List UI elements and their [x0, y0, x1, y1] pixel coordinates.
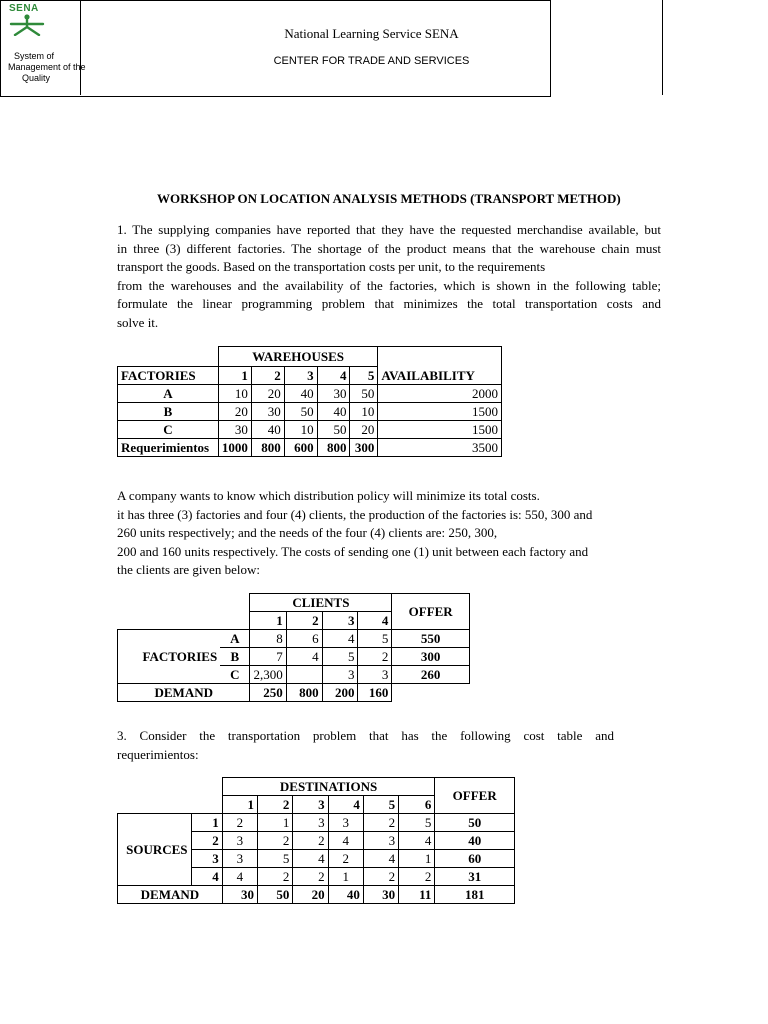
- system-line-1: System of: [14, 51, 55, 61]
- offer-cell: 40: [435, 832, 515, 850]
- center-name: CENTER FOR TRADE AND SERVICES: [273, 55, 470, 67]
- cell: 2: [363, 814, 398, 832]
- table-row: [118, 421, 502, 439]
- cell: 50: [350, 385, 378, 403]
- cell: 2: [358, 648, 392, 666]
- col-header: 1: [250, 612, 286, 630]
- cell: 2: [328, 850, 363, 868]
- availability-spacer: [378, 347, 502, 367]
- cell: 2: [363, 868, 398, 886]
- table-corner: [118, 612, 250, 630]
- row-label: A: [220, 630, 250, 648]
- cell: 3: [222, 832, 257, 850]
- cell: 4: [363, 850, 398, 868]
- document-header: [0, 0, 551, 97]
- factories-header: FACTORIES: [118, 367, 219, 385]
- row-label: A: [118, 385, 219, 403]
- demand-cell: 200: [322, 684, 358, 702]
- table-corner: [118, 796, 223, 814]
- cell: 7: [250, 648, 286, 666]
- cell: 1: [258, 814, 293, 832]
- demand-row: [118, 886, 515, 904]
- row-label: 2: [191, 832, 222, 850]
- demand-label: DEMAND: [118, 886, 223, 904]
- offer-cell: 550: [392, 630, 470, 648]
- row-label: B: [220, 648, 250, 666]
- cell: 4: [222, 868, 257, 886]
- text-line: transport the goods. Based on the transportation costs per unit, to the requirements: [117, 259, 546, 275]
- cell: [286, 666, 322, 684]
- row-label: C: [220, 666, 250, 684]
- row-label: B: [118, 403, 219, 421]
- col-header: 5: [350, 367, 378, 385]
- col-header: 3: [293, 796, 328, 814]
- sena-logo-text: SENA: [9, 3, 39, 14]
- offer-cell: 50: [435, 814, 515, 832]
- cell: 20: [350, 421, 378, 439]
- cell: 2: [222, 814, 257, 832]
- header-empty-cell: [662, 0, 768, 95]
- cell: 4: [328, 832, 363, 850]
- demand-label: DEMAND: [118, 684, 250, 702]
- logo-cell: [0, 0, 86, 95]
- requirement-cell: 600: [284, 439, 317, 457]
- row-label: 4: [191, 868, 222, 886]
- col-header: 2: [286, 612, 322, 630]
- problem-1-text: [117, 221, 661, 333]
- text-line: the clients are given below:: [117, 562, 260, 578]
- cell: 2: [293, 868, 328, 886]
- cell: 2: [293, 832, 328, 850]
- demand-cell: 30: [222, 886, 257, 904]
- offer-cell: 300: [392, 648, 470, 666]
- availability-cell: 1500: [378, 421, 502, 439]
- row-label: C: [118, 421, 219, 439]
- cell: 50: [317, 421, 350, 439]
- table-row: [118, 403, 502, 421]
- demand-cell: 30: [363, 886, 398, 904]
- table-row: [118, 385, 502, 403]
- demand-cell: 40: [328, 886, 363, 904]
- row-label: 1: [191, 814, 222, 832]
- table-corner: [118, 778, 223, 796]
- demand-row: [118, 684, 470, 702]
- cell: 3: [222, 850, 257, 868]
- cell: 3: [293, 814, 328, 832]
- cell: 30: [251, 403, 284, 421]
- text-line: requerimientos:: [117, 746, 199, 762]
- text-line: solve it.: [117, 314, 159, 330]
- sources-group-label: SOURCES: [118, 814, 192, 886]
- text-line: 3. Consider the transportation problem that has the following cost table and: [117, 728, 614, 743]
- text-line: in three (3) different factories. The shortage of the product means that the warehouse chain must: [117, 240, 661, 256]
- demand-total: 181: [435, 886, 515, 904]
- cell: 4: [286, 648, 322, 666]
- text-line: 1. The supplying companies have reported that they have the requested merchandise available, but: [117, 222, 661, 237]
- cell: 50: [284, 403, 317, 421]
- cell: 6: [286, 630, 322, 648]
- demand-cell: 800: [286, 684, 322, 702]
- table-corner: [118, 347, 219, 367]
- demand-cell: 20: [293, 886, 328, 904]
- cell: 20: [218, 403, 251, 421]
- system-line-3: Quality: [22, 73, 51, 83]
- requirement-cell: 800: [251, 439, 284, 457]
- requirements-row: [118, 439, 502, 457]
- cell: 10: [350, 403, 378, 421]
- cell: 1: [328, 868, 363, 886]
- requirements-label: Requerimientos: [118, 439, 219, 457]
- demand-cell: 250: [250, 684, 286, 702]
- cell: 30: [218, 421, 251, 439]
- table-row: [118, 814, 515, 832]
- cell: 4: [322, 630, 358, 648]
- cell: 2: [258, 832, 293, 850]
- problem-2-text: [117, 487, 637, 580]
- col-header: 4: [358, 612, 392, 630]
- sena-logo-icon: [9, 14, 45, 36]
- requirement-cell: 1000: [218, 439, 251, 457]
- demand-cell: 160: [358, 684, 392, 702]
- problem-3-table: [117, 777, 515, 904]
- cell: 1: [399, 850, 435, 868]
- problem-3-text: [117, 727, 614, 764]
- row-label: 3: [191, 850, 222, 868]
- col-header: 6: [399, 796, 435, 814]
- cell: 3: [322, 666, 358, 684]
- warehouses-header: WAREHOUSES: [218, 347, 378, 367]
- offer-cell: 60: [435, 850, 515, 868]
- offer-header: OFFER: [435, 778, 515, 814]
- offer-cell: 31: [435, 868, 515, 886]
- cell: 10: [284, 421, 317, 439]
- col-header: 4: [317, 367, 350, 385]
- table-row: [118, 630, 470, 648]
- text-line: 200 and 160 units respectively. The costs of sending one (1) unit between each factory and: [117, 543, 589, 559]
- cell: 5: [358, 630, 392, 648]
- demand-cell: 50: [258, 886, 293, 904]
- cell: 40: [251, 421, 284, 439]
- cell: 3: [358, 666, 392, 684]
- org-name: National Learning Service SENA: [284, 26, 459, 41]
- text-line: 260 units respectively; and the needs of the four (4) clients are: 250, 300,: [117, 525, 498, 541]
- col-header: 1: [222, 796, 257, 814]
- cell: 2,300: [250, 666, 286, 684]
- destinations-header: DESTINATIONS: [222, 778, 435, 796]
- clients-header: CLIENTS: [250, 594, 392, 612]
- cell: 4: [293, 850, 328, 868]
- cell: 2: [258, 868, 293, 886]
- text-line: formulate the linear programming problem that minimizes the total transportation costs and: [117, 296, 661, 312]
- text-line: it has three (3) factories and four (4) clients, the production of the factories is: 550, 300 and: [117, 506, 593, 522]
- cell: 2: [399, 868, 435, 886]
- cell: 5: [399, 814, 435, 832]
- system-line-2: Management of the: [8, 62, 86, 72]
- col-header: 3: [322, 612, 358, 630]
- col-header: 1: [218, 367, 251, 385]
- cell: 8: [250, 630, 286, 648]
- col-header: 5: [363, 796, 398, 814]
- cell: 3: [363, 832, 398, 850]
- requirement-cell: 300: [350, 439, 378, 457]
- availability-cell: 1500: [378, 403, 502, 421]
- cell: 20: [251, 385, 284, 403]
- col-header: 2: [258, 796, 293, 814]
- col-header: 2: [251, 367, 284, 385]
- page-title: WORKSHOP ON LOCATION ANALYSIS METHODS (TRANSPORT METHOD): [157, 191, 621, 206]
- cell: 10: [218, 385, 251, 403]
- table-corner: [118, 594, 250, 612]
- text-line: from the warehouses and the availability of the factories, which is shown in the following table;: [117, 277, 661, 293]
- requirement-total: 3500: [378, 439, 502, 457]
- cell: 5: [322, 648, 358, 666]
- cell: 5: [258, 850, 293, 868]
- demand-cell: 11: [399, 886, 435, 904]
- factories-group-label: FACTORIES: [118, 630, 221, 684]
- cell: 3: [328, 814, 363, 832]
- availability-header: AVAILABILITY: [378, 367, 502, 385]
- offer-cell: 260: [392, 666, 470, 684]
- availability-cell: 2000: [378, 385, 502, 403]
- cell: 30: [317, 385, 350, 403]
- cell: 40: [317, 403, 350, 421]
- cell: 4: [399, 832, 435, 850]
- offer-header: OFFER: [392, 594, 470, 630]
- text-line: A company wants to know which distribution policy will minimize its total costs.: [117, 488, 540, 503]
- problem-1-table: [117, 346, 502, 457]
- empty-cell: [392, 684, 470, 702]
- col-header: 3: [284, 367, 317, 385]
- col-header: 4: [328, 796, 363, 814]
- requirement-cell: 800: [317, 439, 350, 457]
- cell: 40: [284, 385, 317, 403]
- problem-2-table: [117, 593, 470, 702]
